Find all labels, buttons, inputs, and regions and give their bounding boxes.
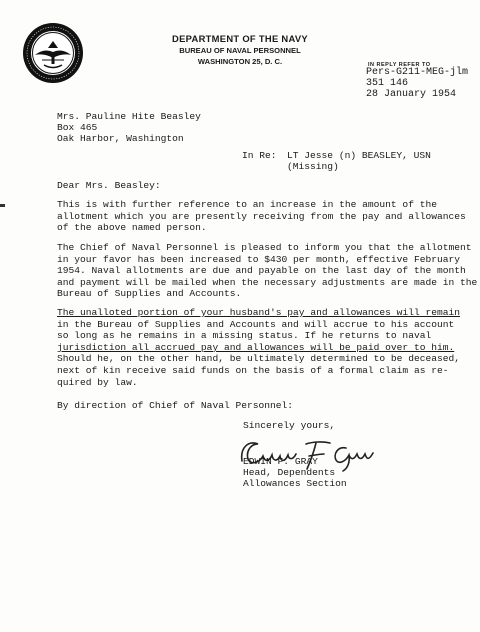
bureau-title: BUREAU OF NAVAL PERSONNEL (179, 46, 301, 55)
city-line: WASHINGTON 25, D. C. (197, 57, 283, 66)
reference-code: Pers-G211-MEG-jlm (366, 67, 469, 78)
salutation: Dear Mrs. Beasley: (57, 180, 161, 191)
paragraph-1 (57, 199, 466, 234)
signer-title: Head, Dependents (243, 467, 336, 478)
paragraph-line: and payment will be mailed when the necessary adjustments are made in the (57, 276, 478, 288)
paragraph-line: 1954. Naval allotments are due and payable on the last day of the month (57, 265, 466, 277)
reply-refer-label: IN REPLY REFER TO (368, 62, 431, 68)
paragraph-line: next of kin receive said funds on the basis of a formal claim as re- (57, 364, 449, 376)
in-re-status: (Missing) (287, 161, 339, 172)
direction-line: By direction of Chief of Naval Personnel: (57, 400, 294, 411)
addressee-box: Box 465 (57, 122, 98, 133)
paragraph-2 (57, 242, 477, 300)
paragraph-line: The Chief of Naval Personnel is pleased to inform you that the allotment (57, 242, 472, 253)
addressee-city: Oak Harbor, Washington (57, 133, 184, 144)
paragraph-line: Should he, on the other hand, be ultimately determined to be deceased, (57, 353, 461, 365)
department-title: DEPARTMENT OF THE NAVY (172, 33, 308, 44)
paragraph-line: Bureau of Supplies and Accounts. (57, 288, 242, 300)
closing: Sincerely yours, (243, 420, 336, 431)
paragraph-line-underlined: jurisdiction all accrued pay and allowances will be paid over to him. (57, 341, 455, 353)
paragraph-line: in the Bureau of Supplies and Accounts and will accrue to his account (57, 318, 455, 330)
in-re-subject: LT Jesse (n) BEASLEY, USN (287, 150, 431, 161)
paragraph-line-underlined: The unalloted portion of your husband's pay and allowances will remain (57, 307, 461, 318)
signer-section: Allowances Section (243, 478, 347, 489)
signer-name: EDWIN F. GRAY (243, 456, 318, 467)
paragraph-line: This is with further reference to an increase in the amount of the (57, 199, 437, 210)
addressee-name: Mrs. Pauline Hite Beasley (57, 111, 201, 122)
margin-mark (0, 204, 5, 207)
paragraph-line: of the above named person. (57, 222, 207, 234)
paragraph-line: in your favor has been increased to $430 per month, effective February (57, 253, 461, 265)
navy-seal-icon (22, 22, 84, 84)
paragraph-line: so long as he remains in a missing status. If he returns to naval (57, 330, 432, 342)
in-re-label: In Re: (242, 150, 277, 161)
reference-number: 351 146 (366, 78, 409, 89)
paragraph-3 (57, 307, 460, 388)
letter-date: 28 January 1954 (366, 89, 457, 100)
paragraph-line: allotment which you are presently receiving from the pay and allowances (57, 210, 466, 222)
paragraph-line: quired by law. (57, 376, 138, 388)
